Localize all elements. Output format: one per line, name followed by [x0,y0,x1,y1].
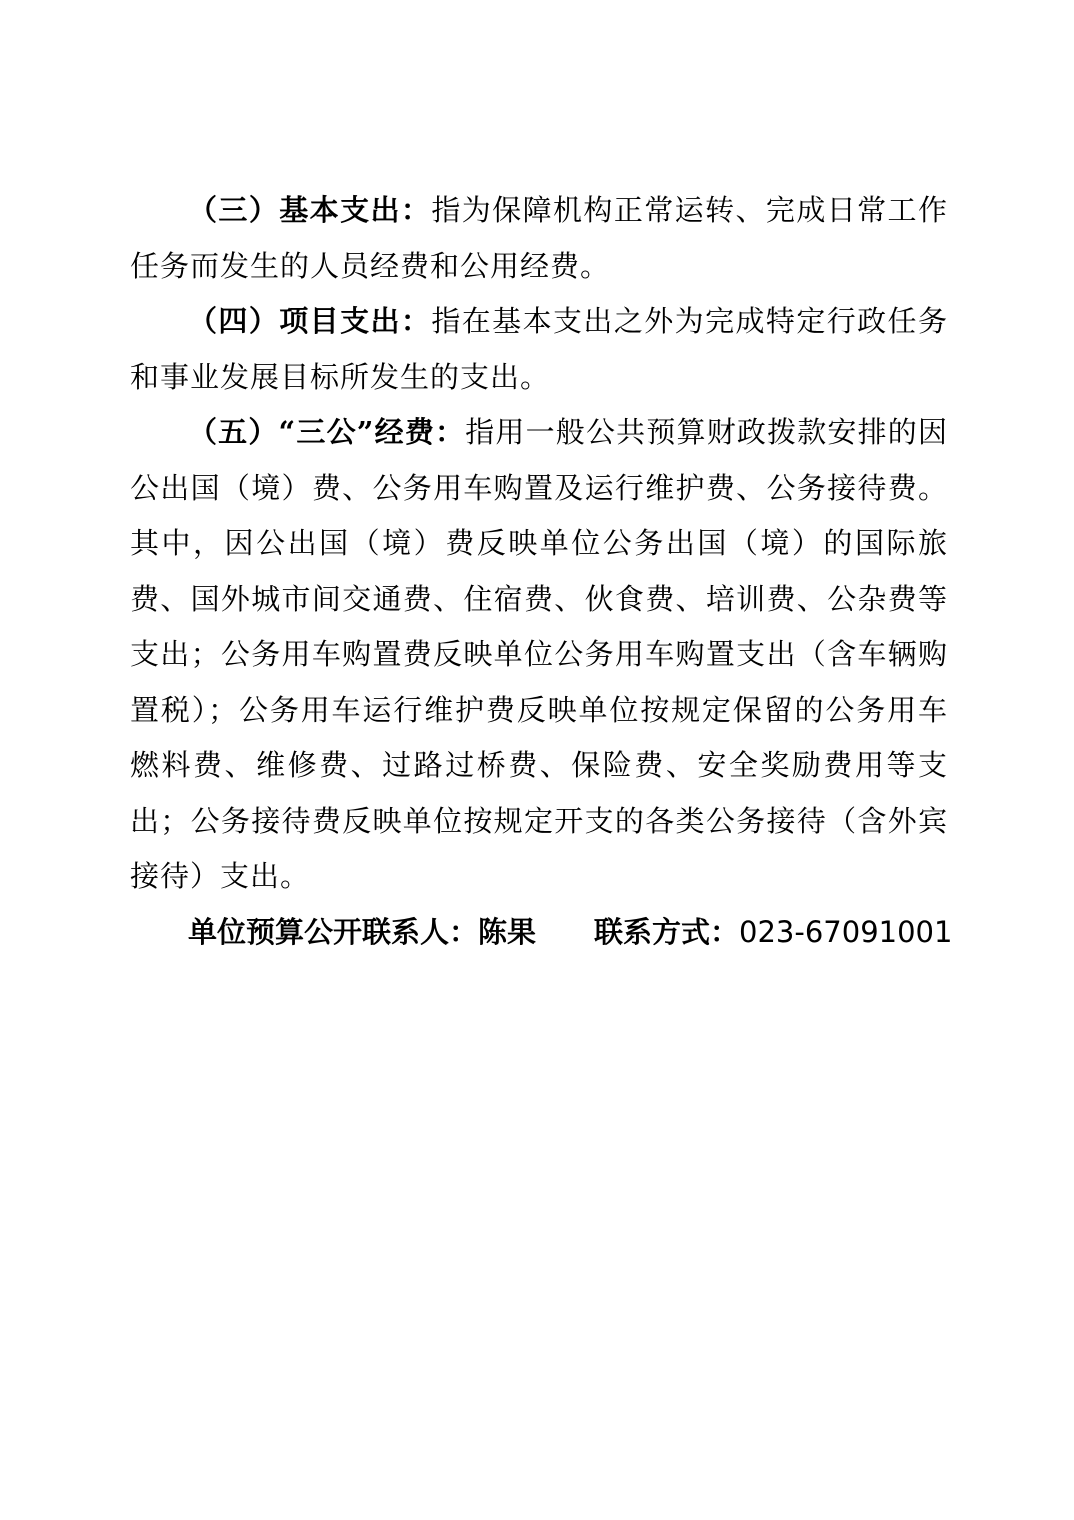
paragraph-three-public-funds [130,405,948,905]
contact-person: 单位预算公开联系人：陈果 [188,914,537,949]
definition-project-expenditure: 指在基本支出之外为完成特定行政任务和事业发展目标所发生的支出。 [130,304,948,394]
definition-basic-expenditure: 指为保障机构正常运转、完成日常工作任务而发生的人员经费和公用经费。 [130,193,948,283]
term-basic-expenditure: （三）基本支出： [188,193,432,227]
contact-phone: 023-67091001 [739,914,953,949]
paragraph-basic-expenditure [130,183,948,294]
term-project-expenditure: （四）项目支出： [188,304,432,338]
contact-line [130,905,953,961]
contact-method-label: 联系方式： [594,914,740,949]
document-body [130,183,953,960]
definition-three-public-funds: 指用一般公共预算财政拨款安排的因公出国（境）费、公务用车购置及运行维护费、公务接待费。其中，因公出国（境）费反映单位公务出国（境）的国际旅费、国外城市间交通费、住宿费、伙食费、培训费、公杂费等支出；公务用车购置费反映单位公务用车购置支出（含车辆购置税）；公务用车运行维护费反映单位按规定保留的公务用车燃料费、维修费、过路过桥费、保险费、安全奖励费用等支出；公务接待费反映单位按规定开支的各类公务接待（含外宾接待）支出。 [130,415,948,893]
paragraph-project-expenditure [130,294,948,405]
term-three-public-funds: （五）“三公”经费： [188,415,466,449]
